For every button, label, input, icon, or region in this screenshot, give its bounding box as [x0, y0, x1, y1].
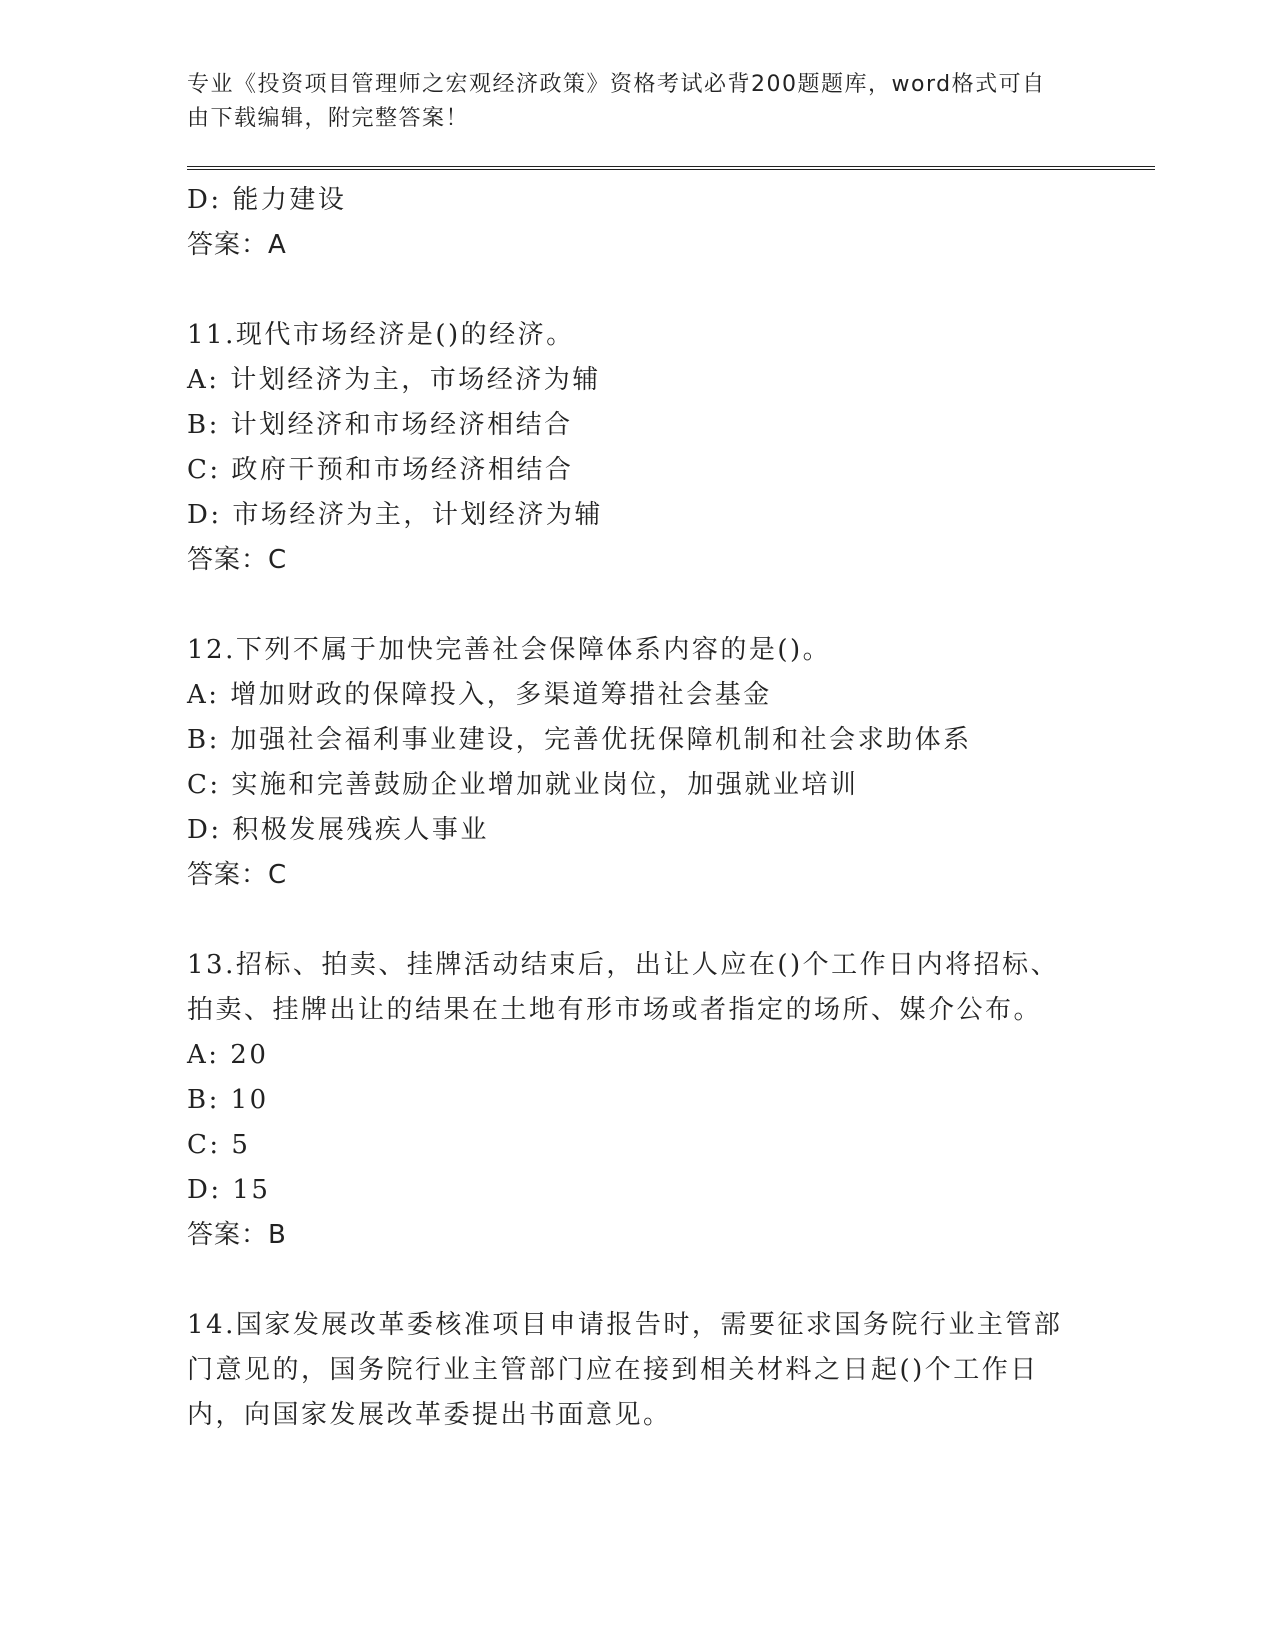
document-header: 专业《投资项目管理师之宏观经济政策》资格考试必背200题题库，word格式可自由下载编辑，附完整答案！	[187, 72, 1046, 131]
option-c: C: 实施和完善鼓励企业增加就业岗位，加强就业培训	[187, 770, 859, 800]
question-12	[187, 628, 1157, 898]
question-stem: 13.招标、拍卖、挂牌活动结束后，出让人应在()个工作日内将招标、拍卖、挂牌出让的结果在土地有形市场或者指定的场所、媒介公布。	[187, 950, 1060, 1025]
option-a: A: 20	[187, 1040, 269, 1070]
question-stem: 11.现代市场经济是()的经济。	[187, 320, 575, 350]
document-page	[187, 68, 1157, 1438]
question-14	[187, 1303, 1157, 1438]
option-b: B: 加强社会福利事业建设，完善优抚保障机制和社会求助体系	[187, 725, 972, 755]
question-stem: 14.国家发展改革委核准项目申请报告时，需要征求国务院行业主管部门意见的，国务院行业主管部门应在接到相关材料之日起()个工作日内，向国家发展改革委提出书面意见。	[187, 1310, 1063, 1430]
option-d: D: 市场经济为主，计划经济为辅	[187, 500, 603, 530]
document-body	[187, 178, 1157, 1438]
option-d: D: 能力建设	[187, 185, 347, 215]
question-stem: 12.下列不属于加快完善社会保障体系内容的是()。	[187, 635, 832, 665]
question-11	[187, 313, 1157, 583]
option-c: C: 政府干预和市场经济相结合	[187, 455, 574, 485]
answer-line: 答案：C	[187, 860, 288, 890]
question-13	[187, 943, 1157, 1258]
option-b: B: 10	[187, 1085, 269, 1115]
option-c: C: 5	[187, 1130, 251, 1160]
answer-line: 答案：B	[187, 1220, 287, 1250]
option-a: A: 增加财政的保障投入，多渠道筹措社会基金	[187, 680, 772, 710]
option-b: B: 计划经济和市场经济相结合	[187, 410, 573, 440]
option-a: A: 计划经济为主，市场经济为辅	[187, 365, 601, 395]
answer-line: 答案：A	[187, 230, 287, 260]
header-divider	[187, 166, 1155, 170]
option-d: D: 15	[187, 1175, 271, 1205]
answer-line: 答案：C	[187, 545, 288, 575]
option-d: D: 积极发展残疾人事业	[187, 815, 489, 845]
